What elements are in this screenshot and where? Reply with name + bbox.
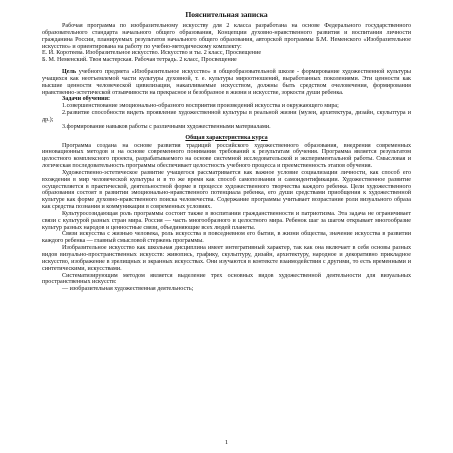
textbook-reference-1: Е. И. Коротеева. Изобразительное искусство. Искусство и ты. 2 класс, Просвещение	[42, 50, 262, 57]
page-title: Пояснительная записка	[185, 10, 268, 19]
page-number: 1	[224, 439, 229, 447]
course-paragraph-3: Культуросозидающая роль программы состоит также в воспитании гражданственности и патриотизма. Эта задача не ограничивает связи с культурой разных стран мира. Россия — часть многообразного и целостного мира. Ребенок шаг за шагом открывает многообразие культур разных народов и ценностные связи, объединяющие всех людей планеты.	[42, 210, 411, 231]
course-paragraph-4: Связи искусства с жизнью человека, роль искусства в повседневном его бытии, в жизни общества, значение искусства в развитии каждого ребенка — главный смысловой стержень программы.	[42, 231, 411, 245]
tasks-heading: Задачи обучения:	[62, 96, 111, 103]
activity-list-item: — изобразительная художественная деятельность;	[62, 286, 194, 293]
intro-paragraph: Рабочая программа по изобразительному искусству для 2 класса разработана на основе Федерального государственного образовательного стандарта начального общего образования, Концепции духовно-нравственного развития и воспитания личности гражданина России, планируемых результатов начального общего образования, авторской программы Б.М. Неменского «Изобразительное искусство» и ориентирована на работу по учебно-методическому комплекту:	[42, 23, 411, 50]
course-paragraph-5: Изобразительное искусство как школьная дисциплина имеет интегративный характер, так как она включает в себя основы разных видов визуально-пространственных искусств: живопись, графику, скульптуру, дизайн, архитектуру, народное и декоративно прикладное искусство, изображение в зрелищных и экранных искусствах. Они изучаются в контексте взаимодействия с другими, то есть временными и синтетическими, искусствами.	[42, 245, 411, 272]
goal-text: учебного предмета «Изобразительное искусство» в общеобразовательной школе - формирование художественной культуры учащихся как неотъемлемой части культуры духовной, т. е. культуры мироотношений, выработанных поколениями. Эти ценности как высшие ценности человеческой цивилизации, накапливаемые искусством, должны быть средством очеловечения, формирования нравственно-эстетической отзывчивости на прекрасное и безобразное в жизни и искусстве, зоркости души ребенка.	[42, 69, 411, 96]
task-item-1: 1.совершенствование эмоционально-образного восприятия произведений искусства и окружающего мира;	[62, 103, 339, 110]
textbook-reference-2: Б. М. Неменский. Твоя мастерская. Рабочая тетрадь. 2 класс, Просвещение	[42, 57, 237, 64]
goal-paragraph	[42, 69, 411, 96]
course-paragraph-6: Систематизирующим методом является выделение трех основных видов художественной деятельности для визуальных пространственных искусств:	[42, 272, 411, 286]
goal-label: Цель	[62, 69, 77, 76]
task-item-2: 2.развитие способности видеть проявление художественной культуры в реальной жизни (музеи, архитектура, дизайн, скульптура и др.);	[42, 110, 411, 123]
course-paragraph-1: Программа создана на основе развития традиций российского художественного образования, внедрения современных инновационных методов и на основе современного понимания требований к результатам обучения. Программа является результатом целостного комплексного проекта, разрабатываемого на основе системной исследовательской и экспериментальной работы. Смысловая и логическая последовательность программы обеспечивает целостность учебного процесса и преемственность этапов обучения.	[42, 142, 411, 170]
section-heading: Общая характеристика курса	[185, 134, 268, 141]
course-paragraph-2: Художественно-эстетическое развитие учащегося рассматривается как важное условие социализации личности, как способ его вхождения в мир человеческой культуры и в то же время как способ самопознания и самоидентификации. Художественное развитие осуществляется в практической, деятельностной форме в процессе художественного творчества каждого ребенка. Цели художественного образования состоят в развитии эмоционально-нравственного потенциала ребенка, его души средствами приобщения к художественной культуре как форме духовно-нравственного поиска человечества. Содержание программы учитывает возрастание роли визуального образа как средства познания и коммуникации в современных условиях.	[42, 169, 411, 211]
task-item-3: 3.формирование навыков работы с различными художественными материалами.	[62, 123, 271, 130]
